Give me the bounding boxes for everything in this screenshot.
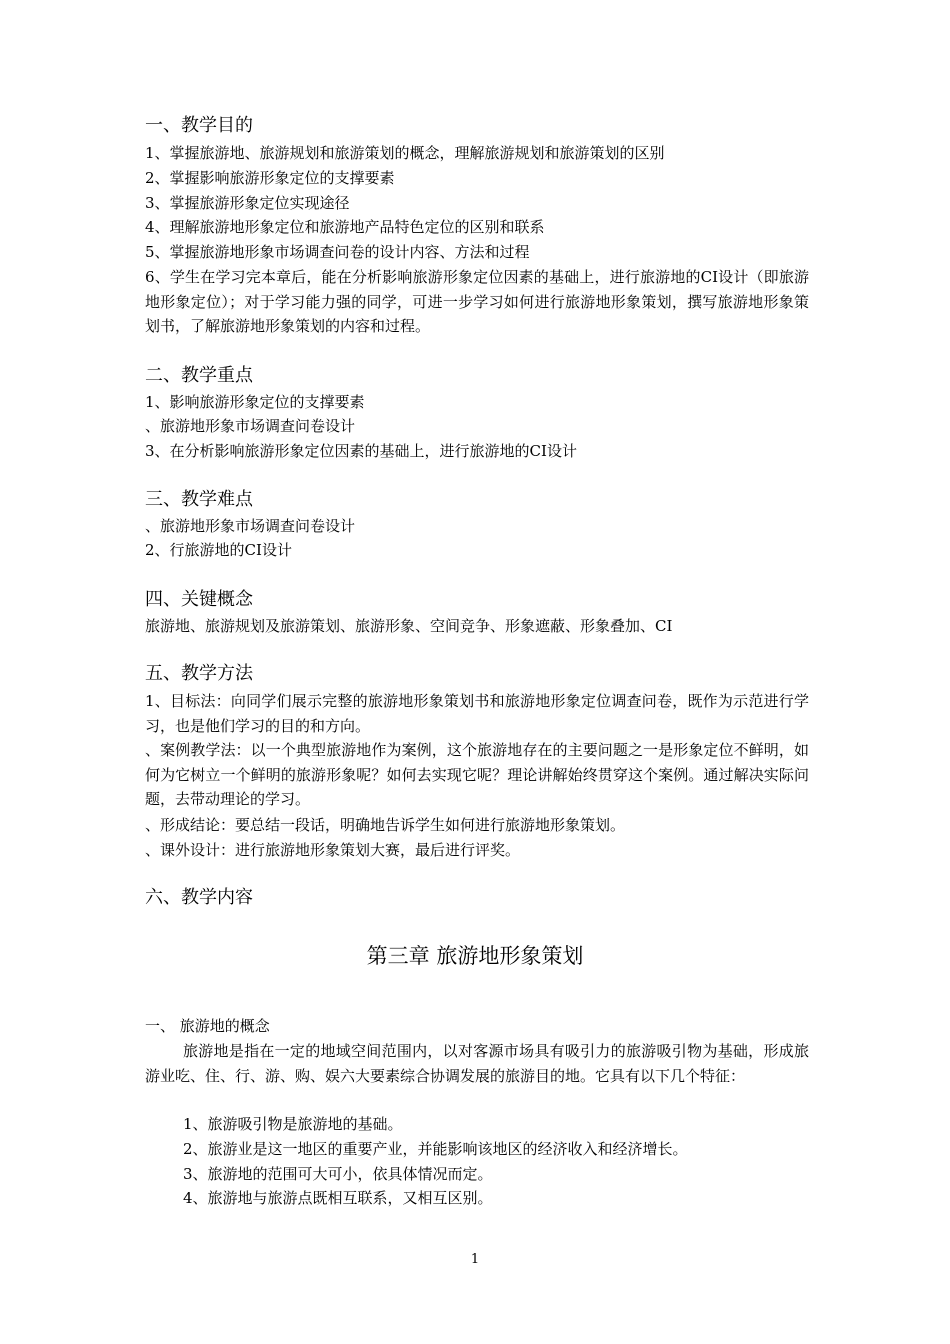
difficulty-item-2: 2、行旅游地的CI设计 <box>145 541 292 559</box>
key-point-item-2: 、旅游地形象市场调查问卷设计 <box>145 417 356 435</box>
purpose-item-2: 2、掌握影响旅游形象定位的支撑要素 <box>145 169 395 187</box>
purpose-heading: 一、教学目的 <box>145 115 253 136</box>
purpose-item-6: 6、学生在学习完本章后，能在分析影响旅游形象定位因素的基础上，进行旅游地的CI设计（即旅游地形象定位）；对于学习能力强的同学，可进一步学习如何进行旅游地形象策划，撰写旅游地形象策划书，了解旅游地形象策划的内容和过程。 <box>145 268 809 335</box>
purpose-item-3: 3、掌握旅游形象定位实现途径 <box>145 194 350 212</box>
method-item-4: 、课外设计：进行旅游地形象策划大赛，最后进行评奖。 <box>145 841 521 859</box>
page-number: 1 <box>470 1252 480 1267</box>
feature-item-4: 4、旅游地与旅游点既相互联系，又相互区别。 <box>183 1189 493 1207</box>
content-heading: 六、教学内容 <box>145 887 253 908</box>
key-point-item-1: 1、影响旅游形象定位的支撑要素 <box>145 393 365 411</box>
method-item-3: 、形成结论：要总结一段话，明确地告诉学生如何进行旅游地形象策划。 <box>145 816 626 834</box>
feature-item-3: 3、旅游地的范围可大可小，依具体情况而定。 <box>183 1165 493 1183</box>
purpose-item-4: 4、理解旅游地形象定位和旅游地产品特色定位的区别和联系 <box>145 218 545 236</box>
section-intro-paragraph: 旅游地是指在一定的地域空间范围内，以对客源市场具有吸引力的旅游吸引物为基础，形成旅游业吃、住、行、游、购、娱六大要素综合协调发展的旅游目的地。它具有以下几个特征： <box>145 1042 809 1085</box>
feature-item-2: 2、旅游业是这一地区的重要产业，并能影响该地区的经济收入和经济增长。 <box>183 1140 688 1158</box>
difficulties-heading: 三、教学难点 <box>145 489 253 510</box>
key-point-item-3: 3、在分析影响旅游形象定位因素的基础上，进行旅游地的CI设计 <box>145 442 577 460</box>
section-title: 一、 旅游地的概念 <box>145 1017 270 1035</box>
concepts-text: 旅游地、旅游规划及旅游策划、旅游形象、空间竞争、形象遮蔽、形象叠加、CI <box>145 617 673 635</box>
purpose-item-1: 1、掌握旅游地、旅游规划和旅游策划的概念，理解旅游规划和旅游策划的区别 <box>145 144 665 162</box>
method-item-2: 、案例教学法：以一个典型旅游地作为案例，这个旅游地存在的主要问题之一是形象定位不鲜明，如何为它树立一个鲜明的旅游形象呢？如何去实现它呢？理论讲解始终贯穿这个案例。通过解决实际问题，去带动理论的学习。 <box>145 741 809 808</box>
chapter-title: 第三章 旅游地形象策划 <box>366 944 584 968</box>
purpose-item-5: 5、掌握旅游地形象市场调查问卷的设计内容、方法和过程 <box>145 243 530 261</box>
concepts-heading: 四、关键概念 <box>145 589 253 610</box>
method-item-1: 1、目标法：向同学们展示完整的旅游地形象策划书和旅游地形象定位调查问卷，既作为示范进行学习，也是他们学习的目的和方向。 <box>145 692 809 735</box>
feature-item-1: 1、旅游吸引物是旅游地的基础。 <box>183 1115 403 1133</box>
difficulty-item-1: 、旅游地形象市场调查问卷设计 <box>145 517 356 535</box>
methods-heading: 五、教学方法 <box>145 663 253 684</box>
key-points-heading: 二、教学重点 <box>145 365 253 386</box>
